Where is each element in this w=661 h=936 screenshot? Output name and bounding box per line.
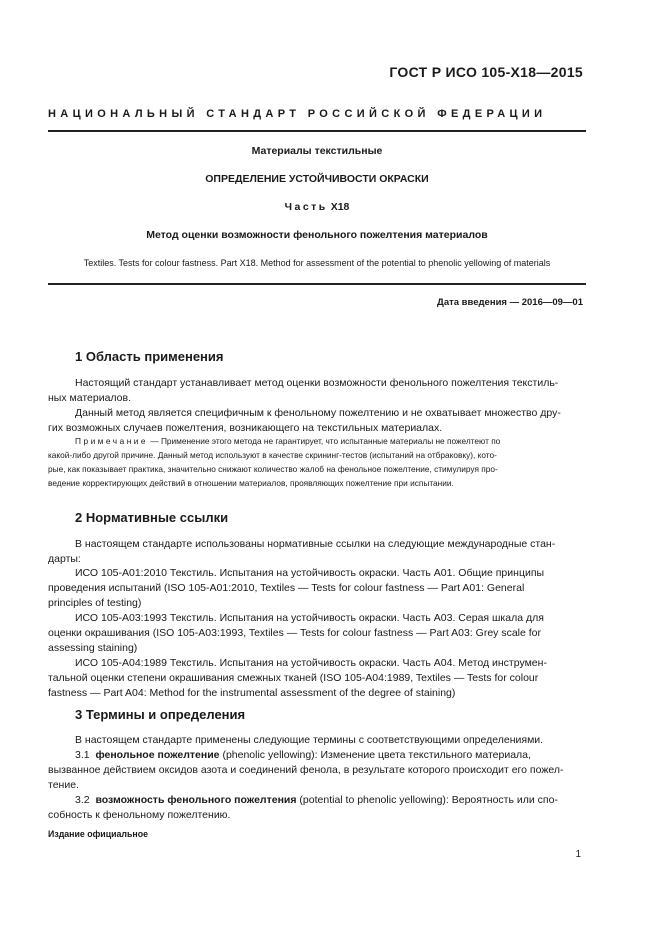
text-line: вызванное действием оксидов азота и соединений фенола, в результате которого происходит его пожел- <box>48 764 564 776</box>
reference-3 <box>75 656 583 671</box>
section-1-paragraph-1 <box>75 376 583 391</box>
reference-1-cont <box>48 581 583 596</box>
text-line: ных материалов. <box>48 392 131 404</box>
section-1-paragraph-1-cont <box>48 391 583 406</box>
term-3-2 <box>75 793 583 808</box>
term-number: 3.1 <box>75 749 90 761</box>
term-definition: (potential to phenolic yellowing): Вероятность или спо- <box>296 794 558 806</box>
title-main: ОПРЕДЕЛЕНИЕ УСТОЙЧИВОСТИ ОКРАСКИ <box>205 173 429 185</box>
term-3-1-cont-2 <box>48 778 583 793</box>
title-rule <box>48 283 586 285</box>
term-name: возможность фенольного пожелтения <box>95 794 297 806</box>
section-1-title: 1 Область применения <box>75 349 224 364</box>
text-line: тальной оценки степени окрашивания смежных тканей (ISO 105-A04:1989, Textiles — Tests for colour <box>48 672 539 684</box>
title-subtitle: Метод оценки возможности фенольного пожелтения материалов <box>146 229 488 241</box>
term-3-1 <box>75 748 583 763</box>
reference-2 <box>75 611 583 626</box>
text-line: ИСО 105-А01:2010 Текстиль. Испытания на устойчивость окраски. Часть А01. Общие принципы <box>75 567 545 579</box>
term-number: 3.2 <box>75 794 90 806</box>
note-label: Примечание <box>75 436 149 446</box>
text-line: В настоящем стандарте использованы нормативные ссылки на следующие международные стан- <box>75 538 556 550</box>
text-line: fastness — Part A04: Method for the instrumental assessment of the degree of staining) <box>48 687 456 699</box>
title-english: Textiles. Tests for colour fastness. Part X18. Method for assessment of the potential to phenolic yellowing of materials <box>83 258 551 268</box>
term-name: фенольное пожелтение <box>95 749 220 761</box>
section-1-note <box>75 434 583 449</box>
standard-number: ГОСТ Р ИСО 105-Х18—2015 <box>389 64 583 80</box>
term-3-1-cont <box>48 763 583 778</box>
section-2-intro-cont <box>48 552 583 567</box>
text-line: тение. <box>48 779 79 791</box>
text-line: оценки окрашивания (ISO 105-A03:1993, Textiles — Tests for colour fastness — Part A03: Grey scale for <box>48 627 542 639</box>
section-1-note-line-4: ведение корректирующих действий в отношении материалов, проявляющих пожелтение при испытании. <box>48 478 454 488</box>
section-2-intro <box>75 537 583 552</box>
text-line: Данный метод является специфичным к фенольному пожелтению и не охватывает множество дру- <box>75 407 561 419</box>
section-2-title: 2 Нормативные ссылки <box>75 510 229 525</box>
term-3-2-cont <box>48 808 583 823</box>
note-text: — Применение этого метода не гарантирует, что испытанные материалы не пожелтеют по <box>148 436 501 446</box>
text-line: дарты: <box>48 553 81 565</box>
text-line <box>75 748 583 763</box>
term-definition: (phenolic yellowing): Изменение цвета текстильного материала, <box>219 749 531 761</box>
reference-2-cont <box>48 626 583 641</box>
section-1-paragraph-2 <box>75 406 583 421</box>
reference-3-cont-2 <box>48 686 583 701</box>
text-line: собность к фенольному пожелтению. <box>48 809 231 821</box>
text-line: ИСО 105-А04:1989 Текстиль. Испытания на устойчивость окраски. Часть А04. Метод инструмен- <box>75 657 547 669</box>
section-3-intro <box>75 733 583 748</box>
text-line: Настоящий стандарт устанавливает метод оценки возможности фенольного пожелтения текстиль- <box>75 377 559 389</box>
reference-1 <box>75 566 583 581</box>
edition-label: Издание официальное <box>48 829 148 839</box>
national-standard-heading: НАЦИОНАЛЬНЫЙ СТАНДАРТ РОССИЙСКОЙ ФЕДЕРАЦИИ <box>48 108 547 120</box>
header-rule <box>48 130 586 132</box>
reference-3-cont <box>48 671 583 686</box>
page-number: 1 <box>575 849 581 860</box>
text-line: principles of testing) <box>48 597 142 609</box>
text-line: ИСО 105-А03:1993 Текстиль. Испытания на устойчивость окраски. Часть А03. Серая шкала для <box>75 612 544 624</box>
text-line: проведения испытаний (ISO 105-A01:2010, Textiles — Tests for colour fastness — Part A01: General <box>48 582 525 594</box>
section-1-note-line-3: рые, как показывает практика, значительно снижают количество жалоб на фенольное пожелтение, стимулируя про- <box>48 464 498 474</box>
reference-1-cont-2 <box>48 596 583 611</box>
title-category: Материалы текстильные <box>251 145 383 157</box>
section-3-title: 3 Термины и определения <box>75 707 246 722</box>
part-number: Х18 <box>330 201 350 213</box>
text-line <box>75 793 583 808</box>
reference-2-cont-2 <box>48 641 583 656</box>
part-label: Часть <box>284 201 328 213</box>
section-1-note-line-2: какой-либо другой причине. Данный метод используют в качестве скрининг-тестов (испытаний на отбраковку), кото- <box>48 450 497 460</box>
text-line: assessing staining) <box>48 642 138 654</box>
text-line: В настоящем стандарте применены следующие термины с соответствующими определениями. <box>75 734 544 746</box>
text-line: гих возможных случаев пожелтения, возникающего на текстильных материалах. <box>48 422 443 434</box>
title-part <box>48 201 586 213</box>
introduction-date: Дата введения — 2016—09—01 <box>437 297 583 308</box>
